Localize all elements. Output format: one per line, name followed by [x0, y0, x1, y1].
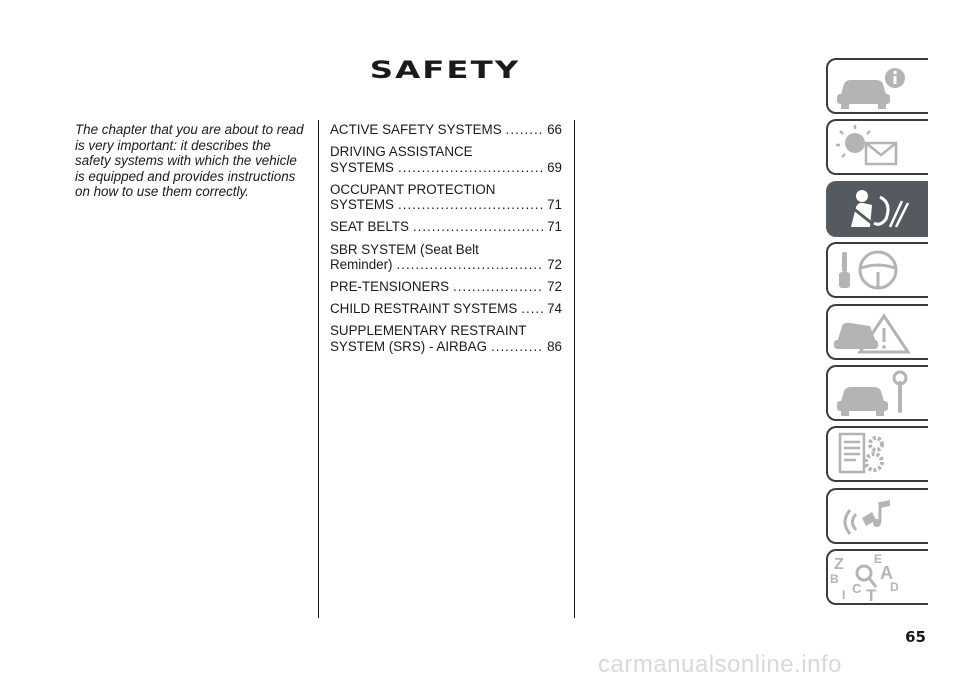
- index-letter: A: [880, 563, 893, 584]
- toc-page-number: 66: [547, 122, 562, 137]
- dot-leader: [398, 197, 543, 213]
- dot-leader: [453, 279, 543, 295]
- column-divider-left: [318, 120, 319, 618]
- toc-entry-title-line: SUPPLEMENTARY RESTRAINT: [330, 323, 527, 339]
- tab-multimedia[interactable]: [826, 488, 928, 544]
- toc-entry-title-line: Reminder): [330, 257, 393, 273]
- page-title: SAFETY: [369, 56, 521, 84]
- technical-data-icon: [828, 428, 928, 480]
- car-maintenance-wrench-icon: [828, 367, 928, 419]
- toc-entry[interactable]: [330, 219, 562, 235]
- index-letter: T: [866, 586, 877, 604]
- toc-entry[interactable]: [330, 301, 562, 317]
- chapter-tabs: [826, 58, 928, 611]
- toc-page-number: 71: [547, 197, 562, 213]
- tab-index[interactable]: [826, 549, 928, 605]
- multimedia-icon: [828, 490, 928, 542]
- toc-page-number: 72: [547, 257, 562, 273]
- toc-entry-title-line: ACTIVE SAFETY SYSTEMS: [330, 122, 502, 137]
- toc-entry-title-line: SBR SYSTEM (Seat Belt: [330, 241, 479, 257]
- tab-knowing-vehicle[interactable]: [826, 58, 928, 114]
- page-number: 65: [905, 628, 926, 646]
- toc-page-number: 72: [547, 279, 562, 295]
- toc-entry[interactable]: [330, 122, 562, 138]
- toc-entry[interactable]: [330, 144, 562, 175]
- table-of-contents: [330, 122, 562, 361]
- dot-leader: [398, 160, 543, 176]
- toc-entry[interactable]: [330, 323, 562, 354]
- dot-leader: [491, 339, 543, 355]
- index-letters-icon: [828, 551, 928, 603]
- dot-leader: [413, 219, 543, 235]
- index-letter: C: [852, 581, 862, 597]
- toc-entry-title-line: SEAT BELTS: [330, 219, 409, 235]
- index-letter: D: [890, 580, 899, 595]
- toc-page-number: 74: [547, 301, 562, 317]
- site-watermark: carmanualsonline.info: [598, 651, 842, 678]
- dot-leader: [397, 257, 544, 273]
- tab-starting-driving[interactable]: [826, 242, 928, 298]
- tab-servicing[interactable]: [826, 365, 928, 421]
- key-steering-wheel-icon: [828, 244, 928, 296]
- tab-warning-lights[interactable]: [826, 119, 928, 175]
- dot-leader: [521, 301, 543, 317]
- toc-entry-title-line: DRIVING ASSISTANCE: [330, 144, 473, 160]
- tab-emergency[interactable]: [826, 304, 928, 360]
- index-letter: E: [874, 552, 883, 567]
- index-letter: Z: [834, 556, 844, 574]
- toc-entry-title-line: CHILD RESTRAINT SYSTEMS: [330, 301, 518, 317]
- seatbelt-airbag-icon: [828, 183, 928, 235]
- toc-page-number: 69: [547, 159, 562, 175]
- column-divider-right: [574, 120, 575, 618]
- toc-entry[interactable]: [330, 182, 562, 213]
- chapter-intro: The chapter that you are about to read is very important: it describes the safety systems with which the vehicle is equipped and provides instructions on how to use them correctly.: [75, 122, 304, 200]
- toc-entry-title-line: PRE-TENSIONERS: [330, 279, 450, 295]
- toc-entry[interactable]: [330, 242, 562, 273]
- index-letter: I: [842, 588, 846, 603]
- toc-page-number: 86: [547, 339, 562, 355]
- tab-technical-data[interactable]: [826, 426, 928, 482]
- toc-entry[interactable]: [330, 279, 562, 295]
- tab-safety[interactable]: [826, 181, 928, 237]
- car-breakdown-warning-icon: [828, 306, 928, 358]
- toc-entry-title-line: SYSTEMS: [330, 159, 394, 175]
- toc-entry-title-line: OCCUPANT PROTECTION: [330, 181, 496, 197]
- warning-light-message-icon: [828, 121, 928, 173]
- dot-leader: [506, 122, 543, 138]
- toc-entry-title-line: SYSTEM (SRS) - AIRBAG: [330, 339, 487, 355]
- toc-page-number: 71: [547, 219, 562, 235]
- index-letter: B: [830, 572, 839, 587]
- car-info-icon: [828, 60, 928, 112]
- toc-entry-title-line: SYSTEMS: [330, 197, 394, 213]
